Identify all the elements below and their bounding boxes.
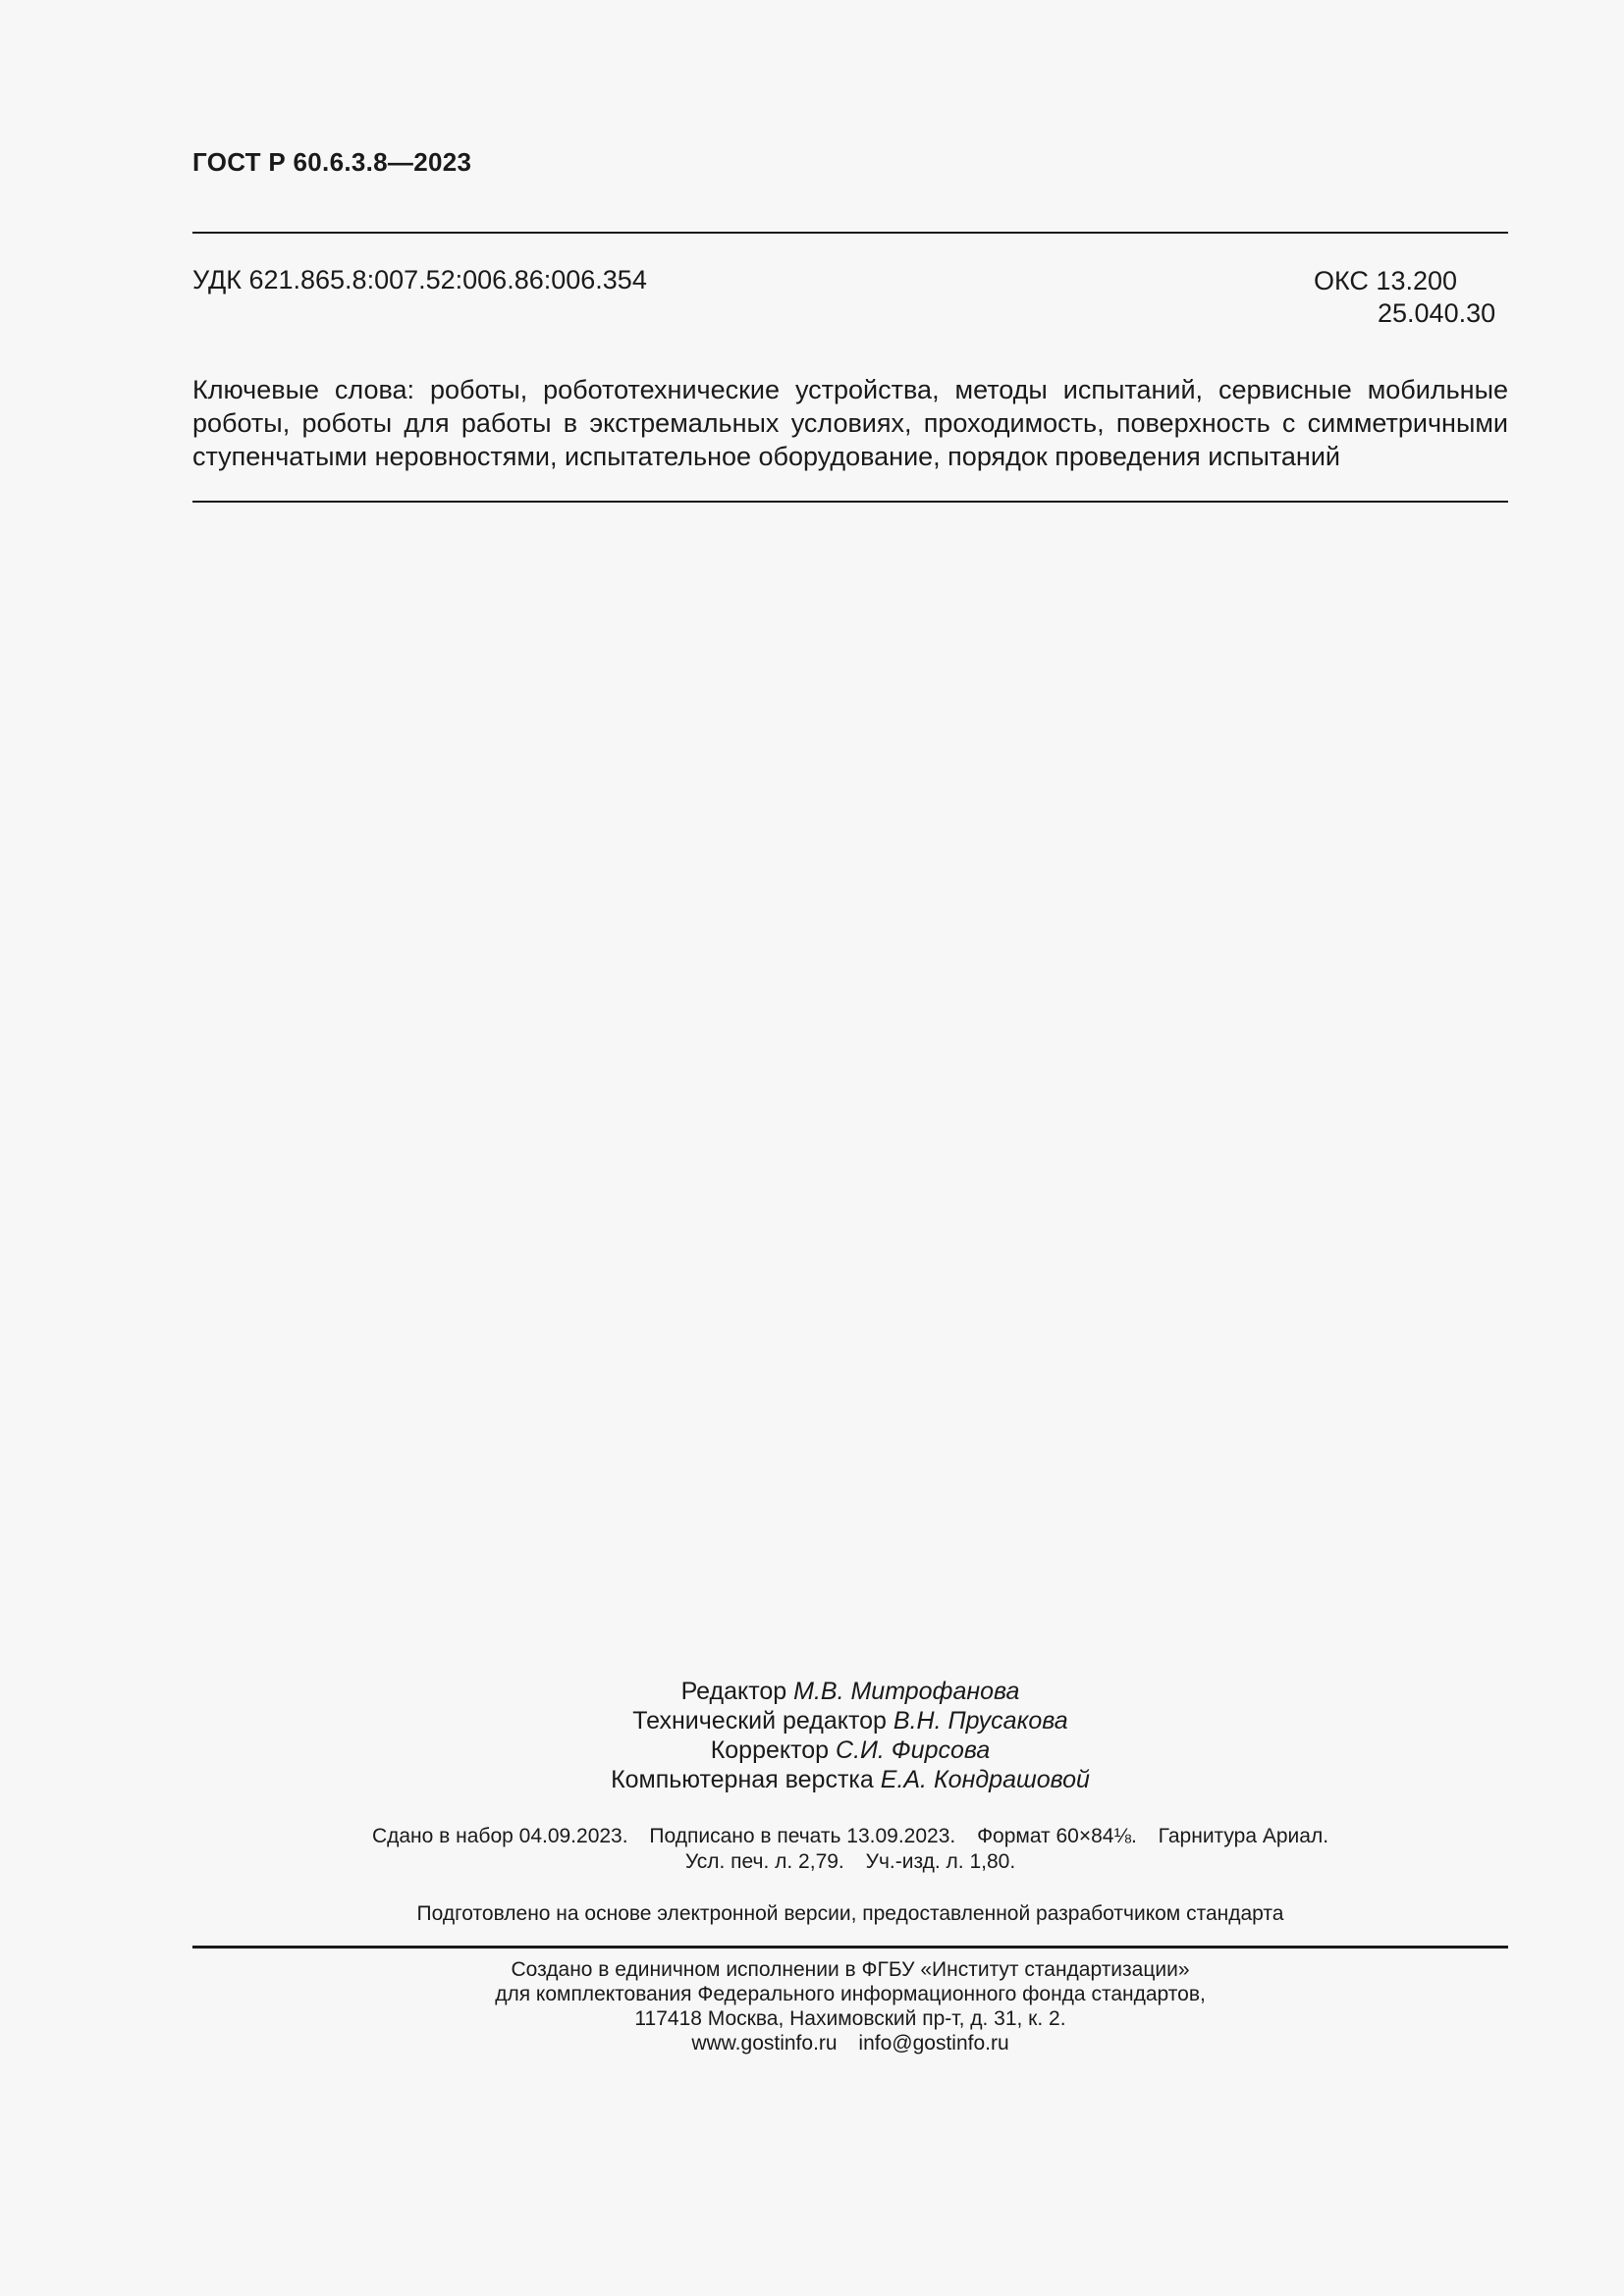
credit-role: Редактор	[680, 1678, 787, 1705]
oks-code-1: ОКС 13.200	[1314, 266, 1458, 295]
credit-name: В.Н. Прусакова	[893, 1707, 1068, 1735]
imprint-signed: Подписано в печать 13.09.2023.	[649, 1825, 956, 1847]
publisher-line-2: для комплектования Федерального информационного фонда стандартов,	[495, 1983, 1206, 2005]
credit-role: Корректор	[710, 1736, 830, 1764]
publisher-line-1: Создано в единичном исполнении в ФГБУ «Институт стандартизации»	[511, 1958, 1190, 1981]
credit-name: М.В. Митрофанова	[793, 1678, 1020, 1705]
credit-name: С.И. Фирсова	[836, 1736, 991, 1764]
imprint-submitted: Сдано в набор 04.09.2023.	[371, 1825, 628, 1847]
top-divider	[192, 232, 1508, 234]
imprint-publisher-sheets: Уч.-изд. л. 1,80.	[865, 1850, 1016, 1873]
credits-block	[192, 1677, 1508, 1794]
publisher-divider	[192, 1946, 1508, 1949]
credit-line-layout	[192, 1765, 1508, 1794]
credit-role: Компьютерная верстка	[611, 1766, 874, 1793]
imprint-format: Формат 60×84⅛.	[977, 1825, 1137, 1847]
oks-codes	[1314, 265, 1495, 330]
credit-line-editor	[192, 1677, 1508, 1706]
prepared-note: Подготовлено на основе электронной версии, предоставленной разработчиком стандарта	[416, 1902, 1284, 1925]
udk-code: УДК 621.865.8:007.52:006.86:006.354	[192, 265, 647, 294]
imprint-print-sheets: Усл. печ. л. 2,79.	[684, 1850, 844, 1873]
keywords-divider	[192, 501, 1508, 503]
publisher-email-link[interactable]: info@gostinfo.ru	[858, 2032, 1009, 2055]
imprint-typeface: Гарнитура Ариал.	[1158, 1825, 1329, 1847]
credit-name: Е.А. Кондрашовой	[880, 1766, 1090, 1793]
imprint-block	[192, 1824, 1508, 1875]
publisher-contacts	[192, 2031, 1508, 2056]
imprint-line-1	[192, 1824, 1508, 1849]
keywords-paragraph: Ключевые слова: роботы, робототехнические устройства, методы испытаний, сервисные мобильные роботы, роботы для работы в экстремальных условиях, проходимость, поверхность с симметричными ступенчатыми неровностями, испытательное оборудование, порядок проведения испытаний	[192, 375, 1508, 471]
document-code: ГОСТ Р 60.6.3.8—2023	[192, 147, 472, 177]
oks-code-2: 25.040.30	[1378, 298, 1496, 328]
credit-role: Технический редактор	[632, 1707, 887, 1735]
imprint-line-2	[192, 1849, 1508, 1875]
publisher-address: 117418 Москва, Нахимовский пр-т, д. 31, к. 2.	[634, 2007, 1066, 2030]
credit-line-technical-editor	[192, 1706, 1508, 1735]
publisher-block	[192, 1957, 1508, 2056]
credit-line-proofreader	[192, 1735, 1508, 1765]
publisher-website-link[interactable]: www.gostinfo.ru	[691, 2032, 838, 2055]
